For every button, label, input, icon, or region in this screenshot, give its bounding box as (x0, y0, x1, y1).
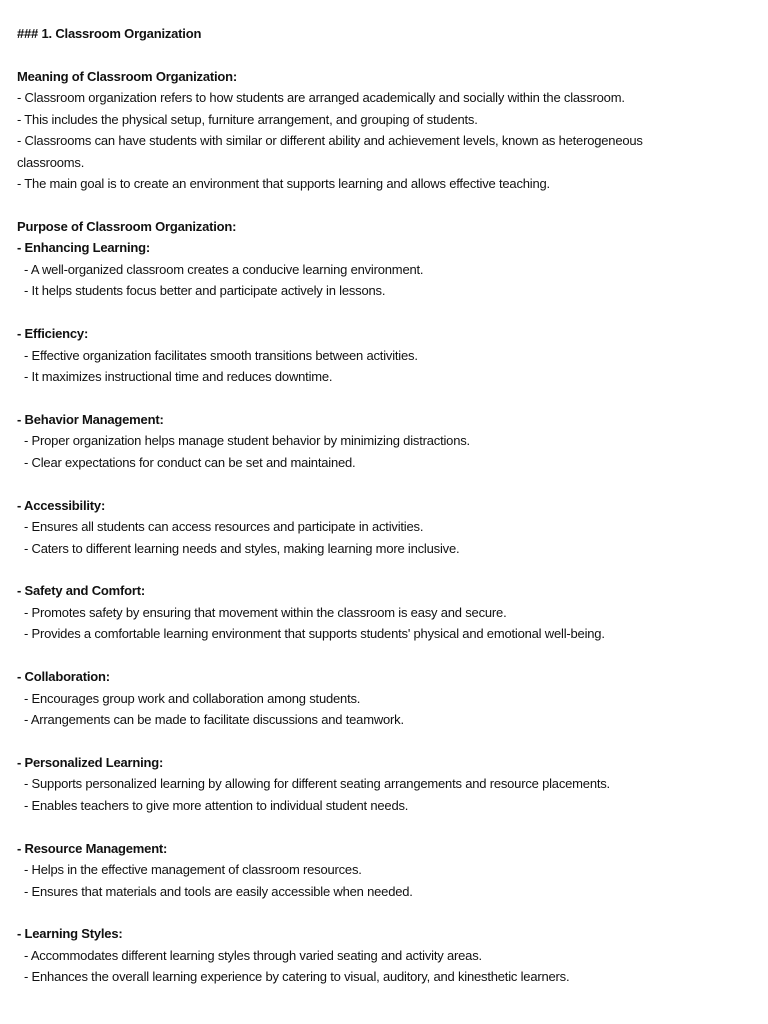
spacer (17, 195, 757, 216)
subsection-title: - Learning Styles: (17, 926, 123, 942)
purpose-subsection-enhancing-learning (17, 237, 757, 301)
subsection-item: - Helps in the effective management of classroom resources. (24, 862, 362, 878)
meaning-line: - Classroom organization refers to how students are arranged academically and socially within the classroom. (17, 90, 625, 106)
purpose-subsection-efficiency (17, 323, 757, 387)
purpose-subsection-personalized-learning (17, 752, 757, 816)
spacer (17, 387, 757, 408)
subsection-item: - Accommodates different learning styles through varied seating and activity areas. (24, 947, 482, 963)
purpose-subsection-collaboration (17, 666, 757, 730)
spacer (17, 816, 757, 837)
spacer (17, 730, 757, 751)
purpose-subsection-resource-management (17, 838, 757, 902)
meaning-line: classrooms. (17, 154, 85, 170)
spacer (17, 645, 757, 666)
subsection-item: - Promotes safety by ensuring that movement within the classroom is easy and secure. (24, 604, 507, 620)
purpose-subsection-learning-styles (17, 923, 757, 987)
subsection-title: - Enhancing Learning: (17, 240, 151, 256)
spacer (17, 559, 757, 580)
subsection-item: - It helps students focus better and participate actively in lessons. (24, 283, 386, 299)
subsection-item: - Provides a comfortable learning environment that supports students' physical and emotional well-being. (24, 626, 605, 642)
subsection-item: - Enables teachers to give more attention to individual student needs. (24, 797, 409, 813)
spacer (17, 302, 757, 323)
page-heading: ### 1. Classroom Organization (17, 26, 202, 41)
subsection-title: - Safety and Comfort: (17, 583, 145, 599)
spacer (17, 902, 757, 923)
subsection-item: - Enhances the overall learning experience by catering to visual, auditory, and kinesthetic learners. (24, 969, 570, 985)
subsection-item: - Ensures that materials and tools are easily accessible when needed. (24, 883, 413, 899)
spacer (17, 473, 757, 494)
meaning-line: - This includes the physical setup, furniture arrangement, and grouping of students. (17, 111, 478, 127)
subsection-item: - Caters to different learning needs and styles, making learning more inclusive. (24, 540, 460, 556)
subsection-item: - It maximizes instructional time and reduces downtime. (24, 369, 333, 384)
subsection-title: - Collaboration: (17, 669, 110, 685)
spacer (17, 44, 757, 65)
subsection-item: - A well-organized classroom creates a conducive learning environment. (24, 261, 424, 277)
purpose-title: Purpose of Classroom Organization: (17, 218, 237, 234)
meaning-line: - The main goal is to create an environment that supports learning and allows effective teaching. (17, 176, 550, 192)
subsection-item: - Arrangements can be made to facilitate discussions and teamwork. (24, 712, 404, 727)
meaning-section (17, 66, 757, 195)
subsection-item: - Ensures all students can access resources and participate in activities. (24, 519, 424, 535)
subsection-title: - Efficiency: (17, 326, 89, 342)
document-page (17, 23, 757, 988)
meaning-title: Meaning of Classroom Organization: (17, 68, 237, 84)
subsection-title: - Behavior Management: (17, 411, 164, 427)
meaning-line: - Classrooms can have students with similar or different ability and achievement levels, known as heterogeneous (17, 133, 643, 149)
subsection-item: - Encourages group work and collaboration among students. (24, 690, 361, 706)
subsection-item: - Effective organization facilitates smooth transitions between activities. (24, 347, 418, 363)
subsection-title: - Personalized Learning: (17, 754, 164, 770)
subsection-item: - Clear expectations for conduct can be set and maintained. (24, 454, 356, 470)
purpose-subsection-behavior-management (17, 409, 757, 473)
subsection-title: - Accessibility: (17, 497, 106, 513)
subsection-item: - Proper organization helps manage student behavior by minimizing distractions. (24, 433, 470, 449)
purpose-section (17, 216, 757, 988)
purpose-subsection-safety-and-comfort (17, 580, 757, 644)
purpose-subsection-accessibility (17, 495, 757, 559)
subsection-item: - Supports personalized learning by allowing for different seating arrangements and resource placements. (24, 776, 610, 792)
subsection-title: - Resource Management: (17, 840, 168, 856)
